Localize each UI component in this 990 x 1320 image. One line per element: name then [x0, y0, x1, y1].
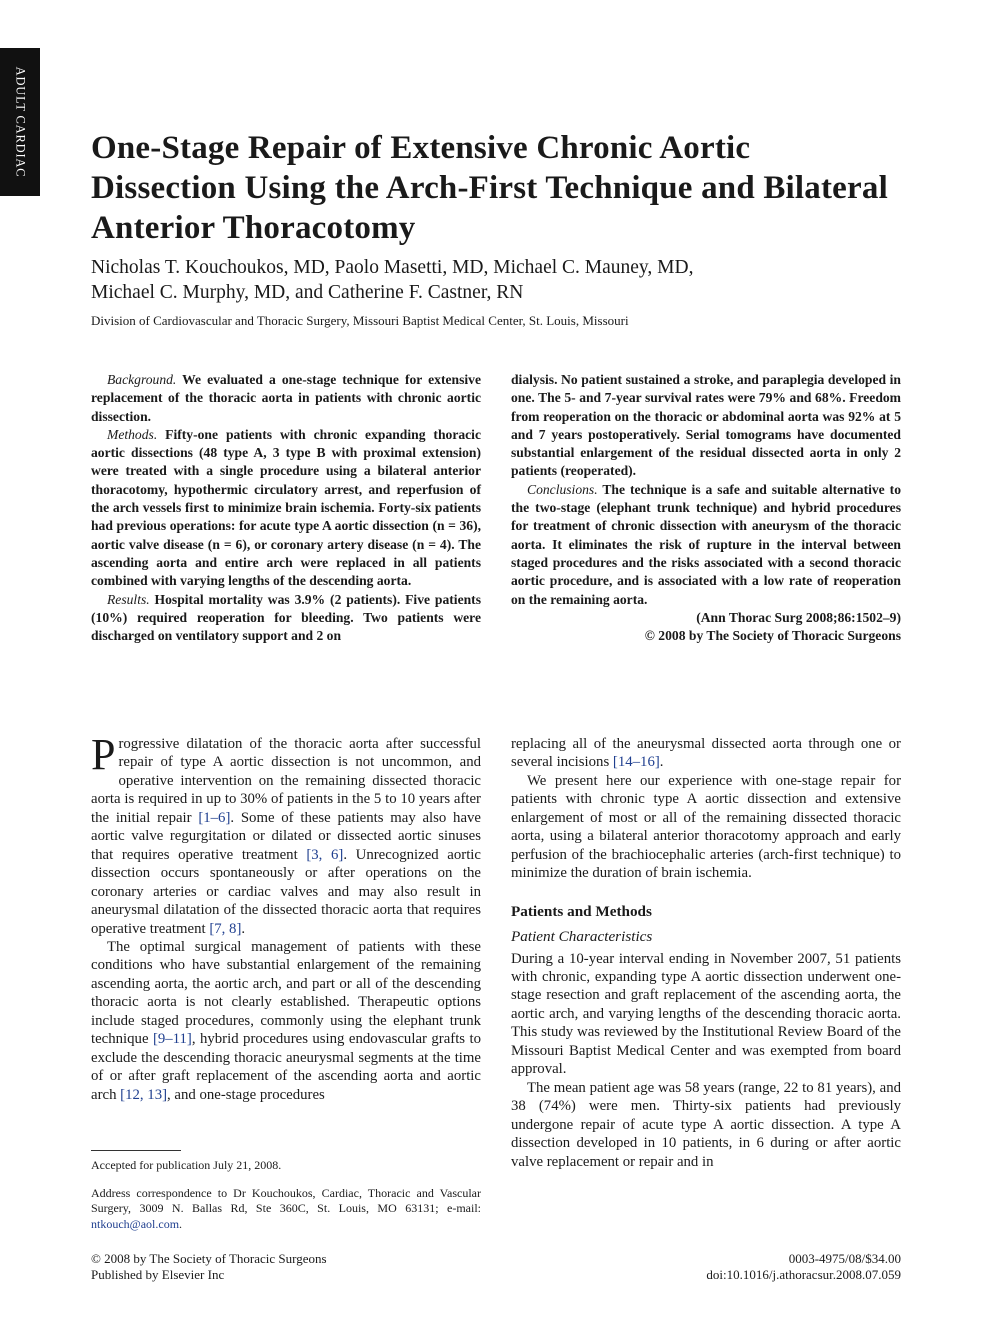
citation-link[interactable]: [7, 8] — [209, 920, 242, 937]
citation-link[interactable]: [9–11] — [152, 1031, 192, 1048]
author-list — [91, 256, 851, 305]
footnotes — [91, 1158, 481, 1244]
citation-link[interactable]: [1–6] — [198, 809, 231, 826]
affiliation: Division of Cardiovascular and Thoracic Surgery, Missouri Baptist Medical Center, St. Louis, Missouri — [91, 313, 629, 328]
footer-publisher — [91, 1251, 327, 1282]
background-heading: Background. — [107, 372, 177, 387]
article-title: One-Stage Repair of Extensive Chronic Aortic Dissection Using the Arch-First Technique and Bilateral Anterior Thoracotomy — [91, 130, 888, 246]
abstract-results-continued: dialysis. No patient sustained a stroke, and paraplegia developed in one. The 5- and 7-year survival rates were 79% and 68%. Freedom from reoperation on the thoracic or abdominal aorta was 92% at 5 and 7 years postoperatively. Serial tomograms have documented substantial enlargement of the residual dissected aorta in only 2 patients (reoperated). — [511, 372, 901, 479]
body-paragraph: We present here our experience with one-stage repair for patients with chronic type A aortic dissection and extensive enlargement of most or all of the remaining dissected thoracic aorta, using a bilateral anterior thoracotomy approach and early perfusion of the brachiocephalic arteries (arch-first technique) to minimize the duration of brain ischemia. — [511, 772, 901, 882]
footer-copyright: © 2008 by The Society of Thoracic Surgeons — [91, 1251, 327, 1266]
body-right-column — [511, 735, 901, 1171]
footer-publisher-name: Published by Elsevier Inc — [91, 1266, 225, 1282]
email-link[interactable]: ntkouch@aol.com — [91, 1216, 180, 1231]
body-left-column — [91, 730, 481, 1104]
citation-link[interactable]: [14–16] — [612, 754, 660, 771]
abstract-background: Background. We evaluated a one-stage technique for extensive replacement of the thoracic aorta in patients with chronic aortic dissection. — [91, 372, 481, 424]
abstract-left-column — [91, 371, 481, 645]
abstract-methods: Methods. Fifty-one patients with chronic expanding thoracic aortic dissections (48 type A, 3 type B with proximal extension) were treated with a single procedure using a bilateral anterior thoracotomy, hypothermic circulatory arrest, and reperfusion of the arch vessels first to minimize brain ischemia. Forty-six patients had previous operations: for acute type A aortic dissection (n = 36), aortic valve disease (n = 6), or coronary artery disease (n = 4). The ascending aorta and entire arch were replaced in all patients combined with varying lengths of the descending aorta. — [91, 426, 481, 589]
footer-identifiers — [706, 1251, 901, 1282]
section-side-tab — [0, 48, 40, 196]
body-paragraph: The mean patient age was 58 years (range, 22 to 81 years), and 38 (74%) were men. Thirty-six patients had previously undergone repair of acute type A aortic dissection. A type A dissection developed in 10 patients, in 6 during or after aortic valve replacement or repair and in — [511, 1079, 901, 1170]
body-paragraph: Progressive dilatation of the thoracic aorta after successful repair of type A aortic dissection is not uncommon, and operative intervention on the remaining dissected thoracic aorta is required in up to 30% of patients in the 5 to 10 years after the initial repair [1–6]. Some of these patients may also have aortic valve regurgitation or dilated or dissected aortic sinuses that requires operative treatment [3, 6]. Unrecognized aortic dissection occurs spontaneously or after operations on the coronary arteries or cardiac valves and may also result in aneurysmal dilatation of the dissected thoracic aorta that requires operative treatment [7, 8]. — [91, 730, 481, 937]
side-tab-label: ADULT CARDIAC — [13, 66, 28, 178]
author-line-2: Michael C. Murphy, MD, and Catherine F. Castner, RN — [91, 281, 524, 303]
abstract-conclusions: Conclusions. The technique is a safe and suitable alternative to the two-stage (elephant trunk technique) and hybrid procedures for treatment of chronic dissection with aneurysm of the thoracic aorta. It eliminates the risk of rupture in the interval between staged procedures and the risks associated with a second thoracic aortic procedure, and is associated with a low rate of reoperation on the remaining aorta. — [511, 481, 901, 607]
correspondence-note: Address correspondence to Dr Kouchoukos, Cardiac, Thoracic and Vascular Surgery, 3009 N. Ballas Rd, Ste 360C, St. Louis, MO 63131; e-mail: ntkouch@aol.com. — [91, 1185, 481, 1231]
footer-doi: doi:10.1016/j.athoracsur.2008.07.059 — [706, 1266, 901, 1282]
citation-link[interactable]: [12, 13] — [120, 1086, 168, 1103]
abstract-right-column — [511, 371, 901, 645]
abstract-results: Results. Hospital mortality was 3.9% (2 patients). Five patients (10%) required reoperation for bleeding. Two patients were discharged on ventilatory support and 2 on — [91, 591, 481, 644]
citation-link[interactable]: [3, 6] — [306, 846, 344, 863]
abstract-copyright: © 2008 by The Society of Thoracic Surgeons — [644, 628, 901, 644]
section-heading: Patients and Methods — [511, 902, 652, 920]
footnote-rule — [91, 1150, 181, 1151]
body-paragraph: During a 10-year interval ending in November 2007, 51 patients with chronic, expanding type A aortic dissection underwent one-stage resection and graft replacement of the ascending aorta, the aortic arch, and varying lengths of the descending thoracic aorta. This study was reviewed by the Institutional Review Board of the Missouri Baptist Medical Center and was exempted from board approval. — [511, 950, 901, 1078]
footer-issn: 0003-4975/08/$34.00 — [788, 1251, 901, 1266]
drop-cap: P — [91, 730, 116, 779]
abstract-citation: (Ann Thorac Surg 2008;86:1502–9) — [696, 609, 901, 625]
acceptance-note: Accepted for publication July 21, 2008. — [91, 1158, 282, 1172]
body-paragraph: The optimal surgical management of patients with these conditions who have substantial enlargement of the remaining ascending aorta, the aortic arch, and part or all of the descending thoracic aorta is not clearly established. Therapeutic options include staged procedures, commonly using the elephant trunk technique [9–11], hybrid procedures using endovascular grafts to exclude the descending thoracic aneurysmal segments at the time of or after graft replacement of the ascending aorta and aortic arch [12, 13], and one-stage procedures — [91, 938, 481, 1103]
results-heading: Results. — [107, 591, 150, 607]
subsection-heading: Patient Characteristics — [511, 928, 653, 946]
author-line-1: Nicholas T. Kouchoukos, MD, Paolo Masetti, MD, Michael C. Mauney, MD, — [91, 257, 694, 278]
body-paragraph: replacing all of the aneurysmal dissected aorta through one or several incisions [14–16]. — [511, 736, 901, 771]
methods-heading: Methods. — [107, 426, 158, 442]
conclusions-heading: Conclusions. — [527, 481, 598, 497]
